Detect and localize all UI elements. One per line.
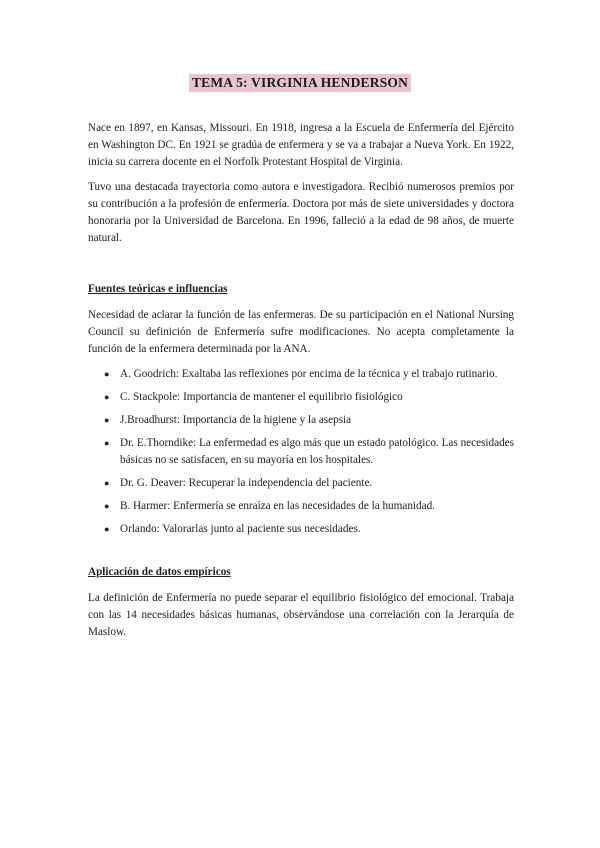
section-paragraph-aplicacion: La definición de Enfermería no puede separar el equilibrio fisiológico del emocional. Trabaja con las 14 necesidades básicas humanas, observándose una correlación con la Jerarquía de Maslow. [88,592,514,638]
list-item: ● Dr. G. Deaver: Recuperar la independencia del paciente. [88,475,514,492]
list-item: ● Dr. E.Thorndike: La enfermedad es algo más que un estado patológico. Las necesidades básicas no se satisfacen, en su mayoría en los hospitales. [104,437,514,466]
title-container [0,74,600,92]
bullet-icon: ● [104,415,110,425]
influences-list [88,366,514,538]
intro-paragraph-1: Nace en 1897, en Kansas, Missouri. En 1918, ingresa a la Escuela de Enfermería del Ejército en Washington DC. En 1921 se gradúa de enfermera y se va a trabajar a Nueva York. En 1922, inicia su carrera docente en el Norfolk Protestant Hospital de Virginia. [88,122,514,168]
section-heading-fuentes: Fuentes teóricas e influencias [88,283,228,295]
intro-paragraph-2: Tuvo una destacada trayectoria como autora e investigadora. Recibió numerosos premios por su contribución a la profesión de enfermería. Doctora por más de siete universidades y doctora honoraria por la Universidad de Barcelona. En 1996, falleció a la edad de 98 años, de muerte natural. [88,181,514,244]
bullet-icon: ● [104,478,110,488]
section-heading-aplicacion: Aplicación de datos empíricos [88,566,231,578]
bullet-icon: ● [104,369,110,379]
list-item: ● J.Broadhurst: Importancia de la higiene y la asepsia [88,412,514,429]
document-body [88,120,514,649]
list-item: ● C. Stackpole: Importancia de mantener el equilibrio fisiológico [88,389,514,406]
list-item: ● Orlando: Valorarlas junto al paciente sus necesidades. [88,521,514,538]
bullet-icon: ● [104,392,110,402]
bullet-icon: ● [104,438,110,448]
page-title: TEMA 5: VIRGINIA HENDERSON [189,74,411,92]
list-item: ● B. Harmer: Enfermería se enraíza en las necesidades de la humanidad. [88,498,514,515]
bullet-icon: ● [104,524,110,534]
list-item: ● A. Goodrich: Exaltaba las reflexiones por encima de la técnica y el trabajo rutinario. [88,366,514,383]
section-paragraph-fuentes: Necesidad de aclarar la función de las enfermeras. De su participación en el National Nursing Council su definición de Enfermería sufre modificaciones. No acepta completamente la función de la enfermera determinada por la ANA. [88,309,514,355]
bullet-icon: ● [104,501,110,511]
